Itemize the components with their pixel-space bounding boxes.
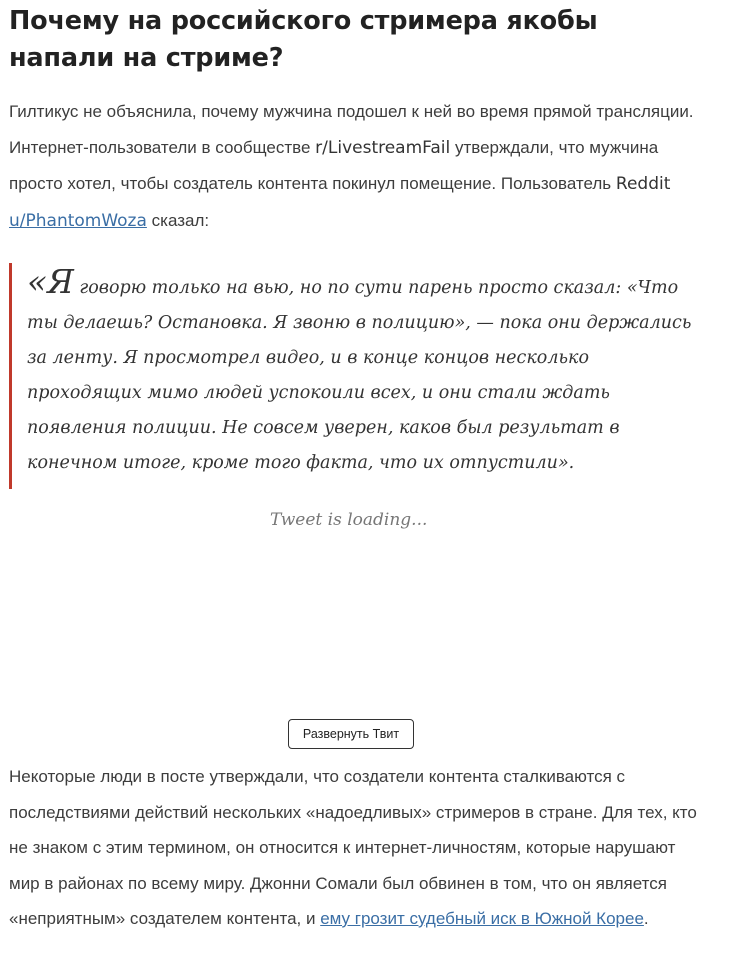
tweet-loading-text: Tweet is loading... — [270, 510, 428, 530]
lawsuit-link[interactable]: ему грозит судебный иск в Южной Корее — [320, 909, 644, 928]
paragraph-intro-text-4: сказал: — [146, 210, 210, 230]
blockquote — [9, 263, 707, 489]
quote-text — [27, 263, 707, 489]
paragraph-intro — [9, 94, 709, 239]
reddit-user-link[interactable]: u/PhantomWoza — [9, 210, 147, 231]
paragraph-intro-text-1: Гилтикус не объяснила, почему мужчина подошел к ней во время прямой трансляции. Интернет-пользователи в сообществе — [9, 102, 694, 157]
paragraph-intro-text-2: утверждали, что мужчина просто хотел, чтобы создатель контента покинул помещение. Пользователь — [9, 137, 659, 193]
quote-dropcap: «Я — [27, 262, 74, 301]
quote-body: говорю только на вью, но по сути парень просто сказал: «Что ты делаешь? Остановка. Я звоню в полицию», — пока они держались за ленту. Я просмотрел видео, и в конце концов несколько проходящих мимо людей успокоили всех, и они стали ждать появления полиции. Не совсем уверен, каков был результат в конечном итоге, кроме того факта, что их отпустили». — [27, 278, 692, 473]
paragraph-followup-text-1: Некоторые люди в посте утверждали, что создатели контента сталкиваются с последствиями действий нескольких «надоедливых» стримеров в стране. Для тех, кто не знаком с этим термином, он относится к интернет-личностям, которые нарушают мир в районах по всему миру. Джонни Сомали был обвинен в том, что он является «неприятным» создателем контента, и — [9, 767, 697, 928]
paragraph-followup-text-2: . — [643, 909, 649, 928]
subreddit-name: r/LivestreamFail — [315, 137, 451, 158]
expand-tweet-button[interactable]: Развернуть Твит — [288, 719, 414, 749]
reddit-term: Reddit — [615, 174, 671, 194]
article-heading: Почему на российского стримера якобы напали на стриме? — [9, 6, 598, 73]
paragraph-followup — [9, 759, 709, 937]
article — [9, 0, 709, 505]
